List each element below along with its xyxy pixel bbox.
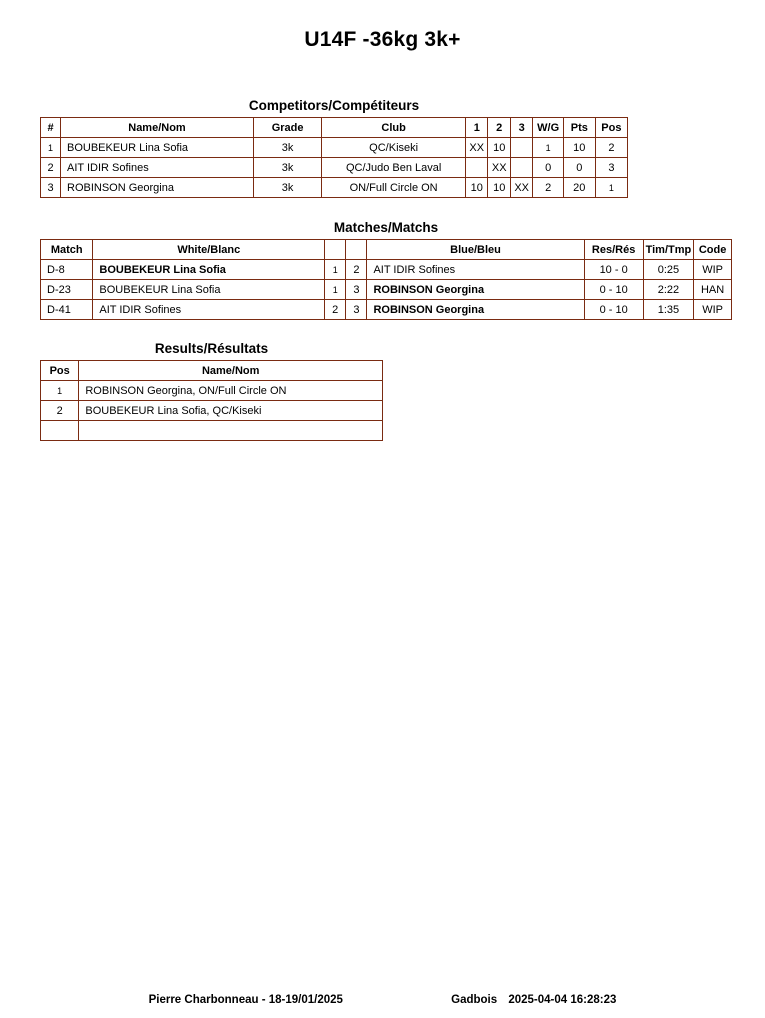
column-header-pos: Pos: [595, 118, 627, 138]
competitor-match-2: XX: [488, 158, 510, 178]
competitor-pos: 3: [595, 158, 627, 178]
table-header-row: [41, 240, 732, 260]
match-white-name: AIT IDIR Sofines: [93, 300, 325, 320]
competitor-name: AIT IDIR Sofines: [61, 158, 254, 178]
table-row: [41, 381, 383, 401]
footer-timestamp: 2025-04-04 16:28:23: [508, 994, 617, 1006]
table-row: [41, 178, 628, 198]
column-header-res: Res/Rés: [584, 240, 643, 260]
competitor-match-3: [510, 138, 532, 158]
match-time: 1:35: [643, 300, 693, 320]
match-code: WIP: [694, 300, 732, 320]
matches-table: [40, 239, 732, 320]
results-table: [40, 360, 383, 441]
column-header-wg: W/G: [533, 118, 563, 138]
column-header-white-num: [325, 240, 346, 260]
competitor-pts: 10: [563, 138, 595, 158]
result-name: BOUBEKEUR Lina Sofia, QC/Kiseki: [79, 401, 383, 421]
competitor-pos: 2: [595, 138, 627, 158]
competitor-pos: 1: [595, 178, 627, 198]
results-section: [40, 341, 383, 441]
competitors-section-title: Competitors/Compétiteurs: [248, 98, 420, 113]
match-time: 2:22: [643, 280, 693, 300]
competitor-match-2: 10: [488, 178, 510, 198]
table-row: [41, 401, 383, 421]
table-row: [41, 300, 732, 320]
column-header-2: 2: [488, 118, 510, 138]
column-header-name: Name/Nom: [61, 118, 254, 138]
column-header-1: 1: [466, 118, 488, 138]
competitor-grade: 3k: [253, 138, 321, 158]
column-header-pos: Pos: [41, 361, 79, 381]
matches-section: [40, 220, 732, 320]
footer-author: Gadbois: [451, 994, 498, 1006]
match-blue-name: ROBINSON Georgina: [367, 280, 584, 300]
match-white-name: BOUBEKEUR Lina Sofia: [93, 260, 325, 280]
competitors-section: [40, 98, 628, 198]
competitor-pts: 20: [563, 178, 595, 198]
competitor-match-1: 10: [466, 178, 488, 198]
competitor-pts: 0: [563, 158, 595, 178]
match-blue-name: AIT IDIR Sofines: [367, 260, 584, 280]
match-code: WIP: [694, 260, 732, 280]
competitor-name: BOUBEKEUR Lina Sofia: [61, 138, 254, 158]
column-header-white: White/Blanc: [93, 240, 325, 260]
match-id: D-23: [41, 280, 93, 300]
match-white-num: 2: [325, 300, 346, 320]
result-pos: 1: [41, 381, 79, 401]
match-result: 10 - 0: [584, 260, 643, 280]
footer-event: Pierre Charbonneau - 18-19/01/2025: [148, 994, 343, 1006]
column-header-grade: Grade: [253, 118, 321, 138]
page-footer: [0, 994, 765, 1006]
column-header-blue: Blue/Bleu: [367, 240, 584, 260]
match-blue-num: 3: [346, 300, 367, 320]
match-time: 0:25: [643, 260, 693, 280]
competitor-num: 1: [41, 138, 61, 158]
result-pos: 2: [41, 401, 79, 421]
column-header-code: Code: [694, 240, 732, 260]
match-id: D-41: [41, 300, 93, 320]
page-title: U14F -36kg 3k+: [304, 28, 461, 51]
competitor-num: 3: [41, 178, 61, 198]
match-blue-num: 2: [346, 260, 367, 280]
competitor-match-1: [466, 158, 488, 178]
column-header-club: Club: [322, 118, 466, 138]
match-white-num: 1: [325, 280, 346, 300]
column-header-match: Match: [41, 240, 93, 260]
result-pos: [41, 421, 79, 441]
competitor-name: ROBINSON Georgina: [61, 178, 254, 198]
competitor-match-1: XX: [466, 138, 488, 158]
match-blue-num: 3: [346, 280, 367, 300]
competitor-wg: 0: [533, 158, 563, 178]
result-name: ROBINSON Georgina, ON/Full Circle ON: [79, 381, 383, 401]
column-header-tim: Tim/Tmp: [643, 240, 693, 260]
competitor-club: QC/Judo Ben Laval: [322, 158, 466, 178]
competitor-wg: 1: [533, 138, 563, 158]
competitor-match-3: [510, 158, 532, 178]
match-result: 0 - 10: [584, 300, 643, 320]
match-code: HAN: [694, 280, 732, 300]
competitor-club: ON/Full Circle ON: [322, 178, 466, 198]
competitor-num: 2: [41, 158, 61, 178]
column-header-blue-num: [346, 240, 367, 260]
matches-section-title: Matches/Matchs: [333, 220, 439, 235]
competitors-table: [40, 117, 628, 198]
competitor-grade: 3k: [253, 158, 321, 178]
match-id: D-8: [41, 260, 93, 280]
competitor-grade: 3k: [253, 178, 321, 198]
table-header-row: [41, 118, 628, 138]
competitor-club: QC/Kiseki: [322, 138, 466, 158]
match-white-name: BOUBEKEUR Lina Sofia: [93, 280, 325, 300]
result-name: [79, 421, 383, 441]
column-header-num: #: [41, 118, 61, 138]
table-row: [41, 138, 628, 158]
table-row: [41, 421, 383, 441]
table-row: [41, 260, 732, 280]
match-blue-name: ROBINSON Georgina: [367, 300, 584, 320]
table-header-row: [41, 361, 383, 381]
match-result: 0 - 10: [584, 280, 643, 300]
competitor-match-2: 10: [488, 138, 510, 158]
column-header-3: 3: [510, 118, 532, 138]
table-row: [41, 158, 628, 178]
footer-author-group: [451, 994, 616, 1006]
competitor-wg: 2: [533, 178, 563, 198]
table-row: [41, 280, 732, 300]
competitor-match-3: XX: [510, 178, 532, 198]
results-section-title: Results/Résultats: [154, 341, 269, 356]
match-white-num: 1: [325, 260, 346, 280]
column-header-name: Name/Nom: [79, 361, 383, 381]
column-header-pts: Pts: [563, 118, 595, 138]
